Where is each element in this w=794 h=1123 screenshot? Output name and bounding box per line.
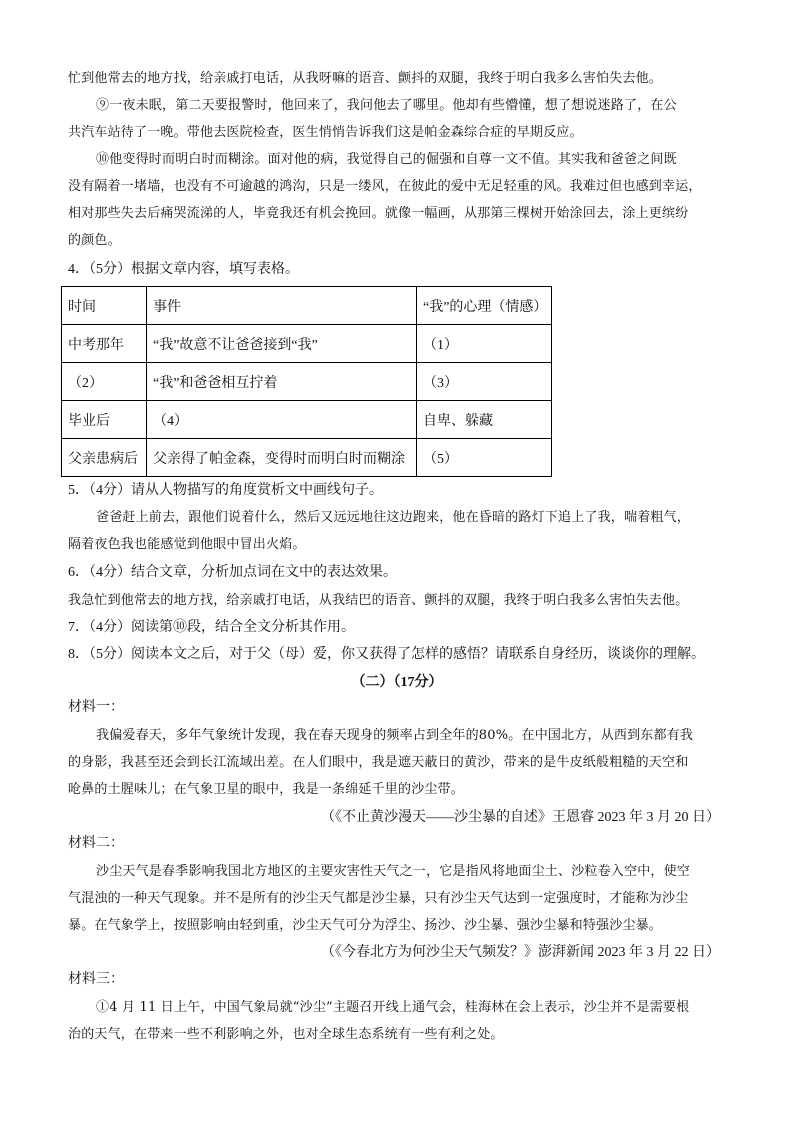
question-6: 6．（4分）结合文章，分析加点词在文中的表达效果。 xyxy=(68,565,397,580)
table-cell: （5） xyxy=(417,439,552,477)
material-label: 材料二： xyxy=(68,836,124,851)
section-heading: （二）（17分） xyxy=(351,675,443,690)
table-cell: 中考那年 xyxy=(62,325,147,363)
question-8: 8．（5分）阅读本文之后，对于父（母）爱，你又获得了怎样的感悟？请联系自身经历，谈谈你的理解。 xyxy=(68,647,705,662)
table-cell: （2） xyxy=(62,363,147,401)
table-header-cell: “我”的心理（情感） xyxy=(417,287,552,325)
table-cell: （4） xyxy=(147,401,417,439)
table-cell: （1） xyxy=(417,325,552,363)
quote-line: 爸爸赶上前去，跟他们说着什么，然后又远远地往这边跑来，他在昏暗的路灯下追上了我，喘着粗气， xyxy=(96,510,691,525)
passage-line: 忙到他常去的地方找，给亲戚打电话，从我呀嘛的语音、颤抖的双腿，我终于明白我多么害怕失去他。 xyxy=(68,71,663,86)
table-row xyxy=(62,325,552,363)
material-line: 气混浊的一种天气现象。并不是所有的沙尘天气都是沙尘暴，只有沙尘天气达到一定强度时，才能称为沙尘 xyxy=(68,891,689,906)
answer-table xyxy=(61,286,552,477)
material-line: 沙尘天气是春季影响我国北方地区的主要灾害性天气之一，它是指风将地面尘土、沙粒卷入空中，使空 xyxy=(96,864,691,879)
question-4: 4．（5分）根据文章内容，填写表格。 xyxy=(68,262,299,277)
material-source: （《今春北方为何沙尘天气频发？》澎湃新闻 2023 年 3 月 22 日） xyxy=(321,945,720,960)
table-cell: （3） xyxy=(417,363,552,401)
table-row xyxy=(62,363,552,401)
material-source: （《不止黄沙漫天——沙尘暴的自述》王恩睿 2023 年 3 月 20 日） xyxy=(321,810,720,825)
material-line: 呛鼻的土腥味儿；在气象卫星的眼中，我是一条绵延千里的沙尘带。 xyxy=(68,782,465,797)
material-label: 材料三： xyxy=(68,972,124,987)
table-header-cell: 事件 xyxy=(147,287,417,325)
passage-line: 没有隔着一堵墙，也没有不可逾越的鸿沟，只是一缕风，在彼此的爱中无足轻重的风。我难过但也感到幸运， xyxy=(68,179,702,194)
question-7: 7．（4分）阅读第⑩段，结合全文分析其作用。 xyxy=(68,620,355,635)
material-line: ①4 月 11 日上午，中国气象局就“沙尘”主题召开线上通气会，桂海林在会上表示，沙尘并不是需要根 xyxy=(96,1000,690,1015)
table-cell: “我”故意不让爸爸接到“我” xyxy=(147,325,417,363)
passage-line: 的颜色。 xyxy=(68,233,121,248)
material-line: 治的天气，在带来一些不利影响之外，也对全球生态系统有一些有利之处。 xyxy=(68,1027,504,1042)
quote-line: 隔着夜色我也能感觉到他眼中冒出火焰。 xyxy=(68,537,306,552)
table-cell: 父亲患病后 xyxy=(62,439,147,477)
material-line: 的身影，我甚至还会到长江流域出差。在人们眼中，我是遮天蔽日的黄沙，带来的是牛皮纸般粗糙的天空和 xyxy=(68,755,689,770)
material-line: 我偏爱春天，多年气象统计发现，我在春天现身的频率占到全年的80%。在中国北方，从西到东都有我 xyxy=(96,728,694,743)
passage-line: ⑩他变得时而明白时而糊涂。面对他的病，我觉得自己的倔强和自尊一文不值。其实我和爸爸之间既 xyxy=(96,152,677,167)
passage-line: 相对那些失去后痛哭流涕的人，毕竟我还有机会挽回。就像一幅画，从那第三棵树开始涂回去，涂上更缤纷 xyxy=(68,206,689,221)
material-label: 材料一： xyxy=(68,700,124,715)
table-cell: “我”和爸爸相互拧着 xyxy=(147,363,417,401)
table-row xyxy=(62,439,552,477)
table-header-row xyxy=(62,287,552,325)
question-5: 5．（4分）请从人物描写的角度赏析文中画线句子。 xyxy=(68,483,383,498)
quote-line: 我急忙到他常去的地方找，给亲戚打电话，从我结巴的语音、颤抖的双腿，我终于明白我多么害怕失去他。 xyxy=(68,593,689,608)
table-cell: 自卑、躲藏 xyxy=(417,401,552,439)
table-cell: 父亲得了帕金森，变得时而明白时而糊涂 xyxy=(147,439,417,477)
table-cell: 毕业后 xyxy=(62,401,147,439)
passage-line: ⑨一夜未眠，第二天要报警时，他回来了，我问他去了哪里。他却有些懵懂，想了想说迷路了，在公 xyxy=(96,98,677,113)
material-line: 暴。在气象学上，按照影响由轻到重，沙尘天气可分为浮尘、扬沙、沙尘暴、强沙尘暴和特强沙尘暴。 xyxy=(68,918,663,933)
table-header-cell: 时间 xyxy=(62,287,147,325)
passage-line: 共汽车站待了一晚。带他去医院检查，医生悄悄告诉我们这是帕金森综合症的早期反应。 xyxy=(68,125,583,140)
table-row xyxy=(62,401,552,439)
